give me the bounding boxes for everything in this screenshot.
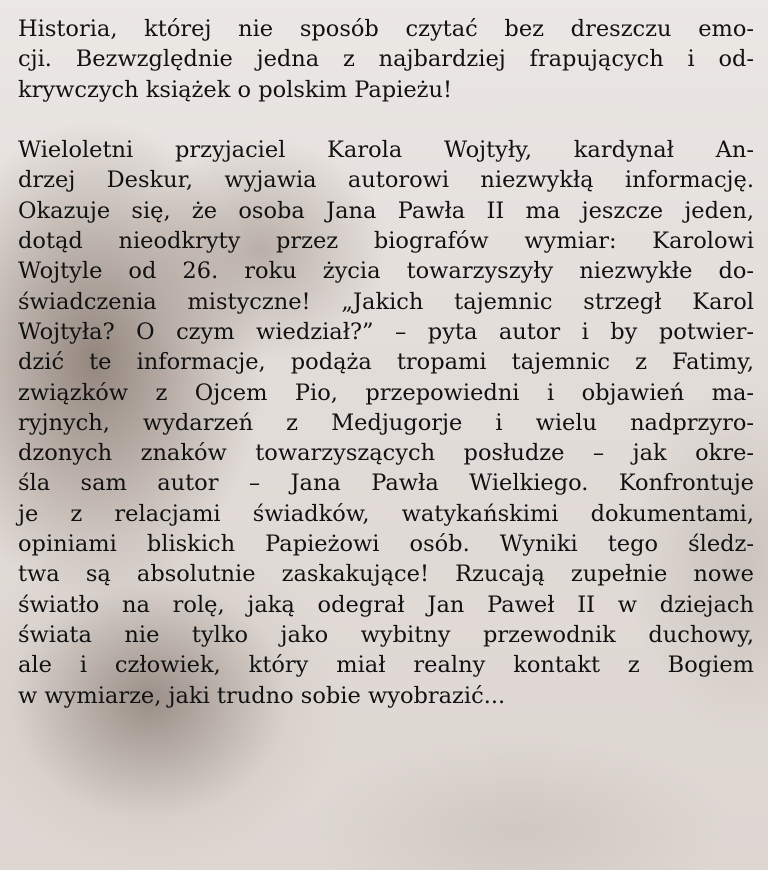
text-line: je z relacjami świadków, watykańskimi dokumentami, <box>18 500 754 527</box>
text-line: opiniami bliskich Papieżowi osób. Wyniki tego śledz- <box>18 531 754 558</box>
text-line: śla sam autor – Jana Pawła Wielkiego. Konfrontuje <box>18 470 754 497</box>
text-line: w wymiarze, jaki trudno sobie wyobrazić... <box>18 682 506 709</box>
text-line: drzej Deskur, wyjawia autorowi niezwykłą informację. <box>18 167 754 194</box>
text-line: dzonych znaków towarzyszących posłudze – jak okre- <box>18 440 754 467</box>
cover-blurb <box>18 14 754 711</box>
text-line: cji. Bezwzględnie jedna z najbardziej frapujących i od- <box>18 46 754 73</box>
text-line: Historia, której nie sposób czytać bez dreszczu emo- <box>18 16 754 42</box>
text-line: Wojtyle od 26. roku życia towarzyszyły niezwykłe do- <box>18 258 754 285</box>
text-line: ale i człowiek, który miał realny kontakt z Bogiem <box>18 652 754 679</box>
paragraph-gap <box>18 105 754 135</box>
text-line: dotąd nieodkryty przez biografów wymiar: Karolowi <box>18 228 754 255</box>
text-line: dzić te informacje, podąża tropami tajemnic z Fatimy, <box>18 349 754 376</box>
text-line: ryjnych, wydarzeń z Medjugorje i wielu nadprzyro- <box>18 409 754 436</box>
text-line: twa są absolutnie zaskakujące! Rzucają zupełnie nowe <box>18 561 754 588</box>
text-line: świadczenia mistyczne! „Jakich tajemnic strzegł Karol <box>18 288 754 315</box>
text-line: krywczych książek o polskim Papieżu! <box>18 76 453 103</box>
text-line: światło na rolę, jaką odegrał Jan Paweł II w dziejach <box>18 591 754 618</box>
text-line: Wieloletni przyjaciel Karola Wojtyły, kardynał An- <box>18 137 754 164</box>
text-line: związków z Ojcem Pio, przepowiedni i objawień ma- <box>18 379 754 406</box>
text-line: Wojtyła? O czym wiedział?” – pyta autor i by potwier- <box>18 318 754 345</box>
text-line: Okazuje się, że osoba Jana Pawła II ma jeszcze jeden, <box>18 197 754 224</box>
blurb-paragraph-1 <box>18 14 754 105</box>
blurb-paragraph-2 <box>18 135 754 711</box>
text-line: świata nie tylko jako wybitny przewodnik duchowy, <box>18 621 754 648</box>
